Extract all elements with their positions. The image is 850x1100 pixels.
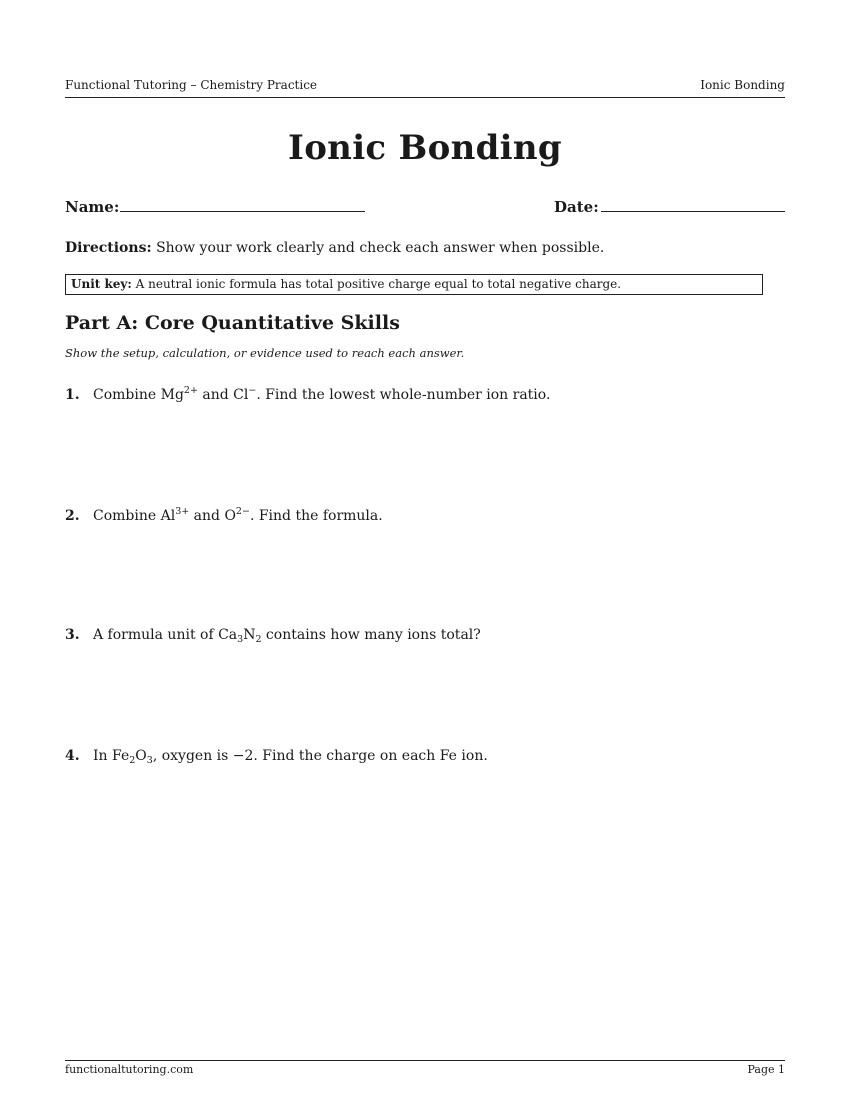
question-text: . Find the formula. — [249, 508, 383, 524]
footer-website: functionaltutoring.com — [65, 1063, 194, 1076]
formula-subscript: 2 — [255, 634, 262, 645]
name-label: Name: — [65, 198, 120, 216]
question-text: Combine Mg — [93, 387, 184, 403]
question-number: 3. — [65, 627, 80, 643]
directions-label: Directions: — [65, 240, 152, 256]
header-topic: Ionic Bonding — [700, 78, 785, 92]
question-number: 1. — [65, 387, 80, 403]
question-3 — [65, 627, 481, 643]
page-number: Page 1 — [747, 1063, 785, 1076]
question-text: Combine Al — [93, 508, 176, 524]
ion-charge: 2+ — [183, 385, 198, 396]
unit-key-text: A neutral ionic formula has total positive charge equal to total negative charge. — [131, 277, 622, 291]
question-text: In Fe — [93, 748, 130, 764]
question-text: , oxygen is −2. Find the charge on each Fe ion. — [152, 748, 488, 764]
question-number: 2. — [65, 508, 80, 524]
question-text: contains how many ions total? — [261, 627, 481, 643]
ion-charge: 3+ — [175, 506, 190, 517]
header-course: Functional Tutoring – Chemistry Practice — [65, 78, 318, 92]
formula-subscript: 3 — [237, 634, 244, 645]
name-blank-line[interactable] — [120, 211, 365, 212]
directions-text: Show your work clearly and check each answer when possible. — [151, 240, 605, 256]
date-field[interactable] — [554, 198, 599, 216]
formula-subscript: 3 — [146, 755, 153, 766]
question-text: . Find the lowest whole-number ion ratio. — [256, 387, 551, 403]
page-title: Ionic Bonding — [288, 128, 562, 168]
question-1 — [65, 387, 550, 403]
part-a-instructions: Show the setup, calculation, or evidence used to reach each answer. — [65, 346, 465, 360]
running-header — [65, 78, 785, 98]
unit-key-box — [65, 274, 763, 295]
name-field[interactable] — [65, 198, 119, 216]
unit-key-label: Unit key: — [71, 277, 132, 291]
ion-charge: 2− — [235, 506, 250, 517]
formula-subscript: 2 — [129, 755, 136, 766]
question-text: and Cl — [197, 387, 249, 403]
question-text: O — [135, 748, 147, 764]
question-text: and O — [189, 508, 236, 524]
question-number: 4. — [65, 748, 80, 764]
date-label: Date: — [554, 198, 599, 216]
question-4 — [65, 748, 488, 764]
question-text: A formula unit of Ca — [93, 627, 238, 643]
ion-charge: − — [248, 385, 257, 396]
question-text: N — [243, 627, 256, 643]
directions — [65, 240, 604, 256]
date-blank-line[interactable] — [601, 211, 785, 212]
question-2 — [65, 508, 383, 524]
part-a-heading: Part A: Core Quantitative Skills — [65, 312, 400, 334]
page-footer — [65, 1060, 785, 1076]
